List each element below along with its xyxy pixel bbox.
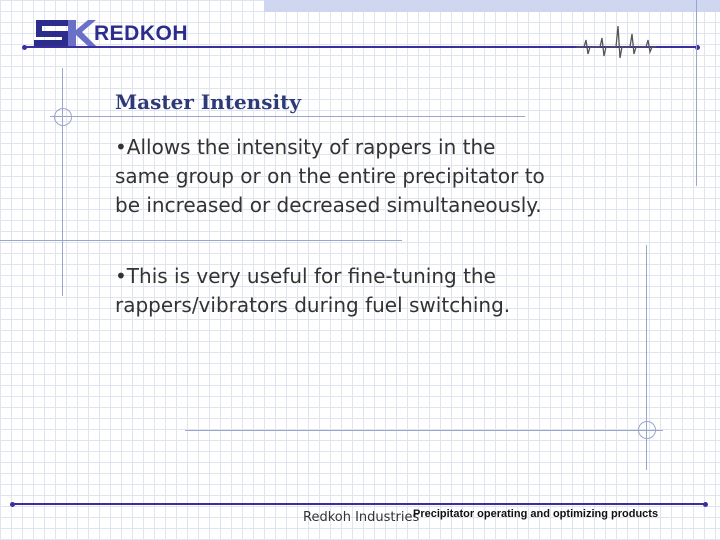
bullet-icon: • [115,264,127,288]
footer-tagline: Precipitator operating and optimizing products [413,508,659,520]
bullet-text: Allows the intensity of rappers in the same group or on the entire precipitator to be increased or decreased simultaneously. [115,135,545,217]
bullet-icon: • [115,135,127,159]
guide-horizontal-line [50,116,525,117]
pulse-waveform-icon [576,14,656,60]
footer-rule [14,503,706,505]
rule-end-dot [22,45,27,50]
bullet-text: This is very useful for fine-tuning the rappers/vibrators during fuel switching. [115,264,511,317]
guide-vertical-line [62,68,63,296]
footer-company: Redkoh Industries [303,510,420,525]
rule-end-dot [10,502,15,507]
logo-text: REDKOH [94,22,189,45]
crosshair-circle-icon [54,108,72,126]
bullet-item-2 [115,262,555,320]
guide-horizontal-line [185,430,663,431]
guide-horizontal-line [0,240,402,241]
header-accent-strip [264,0,720,12]
slide-title: Master Intensity [115,90,301,114]
crosshair-circle-icon [638,421,656,439]
bullet-item-1 [115,133,555,220]
rule-end-dot [703,502,708,507]
guide-vertical-line [696,0,697,186]
